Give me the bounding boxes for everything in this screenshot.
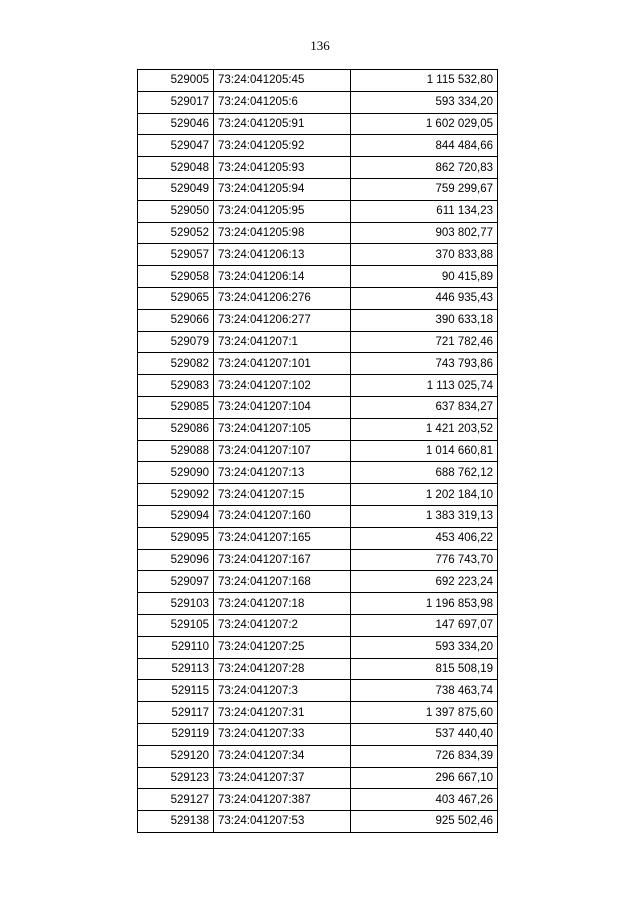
row-code-cell: 529088 [138, 440, 214, 462]
row-cadastral-number-cell: 73:24:041205:95 [214, 200, 351, 222]
row-code-cell: 529119 [138, 723, 214, 745]
row-cadastral-value-cell: 815 508,19 [351, 658, 498, 680]
page-number: 136 [310, 38, 330, 53]
row-cadastral-value-cell: 1 196 853,98 [351, 593, 498, 615]
row-code-cell: 529050 [138, 200, 214, 222]
row-code-cell: 529085 [138, 396, 214, 418]
row-cadastral-value-cell: 844 484,66 [351, 135, 498, 157]
table-row [138, 462, 498, 484]
row-code-cell: 529110 [138, 636, 214, 658]
row-cadastral-value-cell: 862 720,83 [351, 157, 498, 179]
table-row [138, 527, 498, 549]
row-cadastral-number-cell: 73:24:041207:31 [214, 702, 351, 724]
row-cadastral-value-cell: 688 762,12 [351, 462, 498, 484]
row-code-cell: 529083 [138, 375, 214, 397]
table-row [138, 157, 498, 179]
row-code-cell: 529113 [138, 658, 214, 680]
row-code-cell: 529127 [138, 789, 214, 811]
row-code-cell: 529120 [138, 745, 214, 767]
row-cadastral-number-cell: 73:24:041207:105 [214, 418, 351, 440]
row-cadastral-value-cell: 446 935,43 [351, 287, 498, 309]
table-row [138, 440, 498, 462]
table-row [138, 244, 498, 266]
row-cadastral-value-cell: 611 134,23 [351, 200, 498, 222]
row-cadastral-number-cell: 73:24:041206:14 [214, 266, 351, 288]
row-cadastral-value-cell: 390 633,18 [351, 309, 498, 331]
row-cadastral-value-cell: 1 602 029,05 [351, 113, 498, 135]
row-code-cell: 529117 [138, 702, 214, 724]
row-code-cell: 529103 [138, 593, 214, 615]
table-row [138, 353, 498, 375]
table-row [138, 723, 498, 745]
row-code-cell: 529097 [138, 571, 214, 593]
table-row [138, 614, 498, 636]
row-cadastral-value-cell: 1 014 660,81 [351, 440, 498, 462]
row-cadastral-value-cell: 1 115 532,80 [351, 70, 498, 92]
table-row [138, 484, 498, 506]
table-row [138, 571, 498, 593]
row-cadastral-number-cell: 73:24:041205:91 [214, 113, 351, 135]
row-cadastral-number-cell: 73:24:041207:1 [214, 331, 351, 353]
row-code-cell: 529090 [138, 462, 214, 484]
table-row [138, 767, 498, 789]
row-code-cell: 529094 [138, 505, 214, 527]
row-cadastral-value-cell: 903 802,77 [351, 222, 498, 244]
row-cadastral-value-cell: 90 415,89 [351, 266, 498, 288]
table-row [138, 70, 498, 92]
row-cadastral-number-cell: 73:24:041207:3 [214, 680, 351, 702]
row-cadastral-number-cell: 73:24:041207:53 [214, 811, 351, 833]
table-row [138, 593, 498, 615]
table-row [138, 200, 498, 222]
cadastral-value-table [137, 69, 498, 833]
row-code-cell: 529048 [138, 157, 214, 179]
table-row [138, 135, 498, 157]
row-cadastral-number-cell: 73:24:041207:167 [214, 549, 351, 571]
row-cadastral-number-cell: 73:24:041205:98 [214, 222, 351, 244]
row-code-cell: 529047 [138, 135, 214, 157]
row-code-cell: 529065 [138, 287, 214, 309]
row-cadastral-value-cell: 726 834,39 [351, 745, 498, 767]
row-cadastral-number-cell: 73:24:041207:160 [214, 505, 351, 527]
row-code-cell: 529115 [138, 680, 214, 702]
row-cadastral-value-cell: 537 440,40 [351, 723, 498, 745]
row-cadastral-number-cell: 73:24:041207:101 [214, 353, 351, 375]
row-code-cell: 529096 [138, 549, 214, 571]
table-row [138, 113, 498, 135]
row-code-cell: 529049 [138, 178, 214, 200]
row-code-cell: 529086 [138, 418, 214, 440]
row-cadastral-number-cell: 73:24:041207:33 [214, 723, 351, 745]
table-body [138, 70, 498, 833]
row-cadastral-value-cell: 637 834,27 [351, 396, 498, 418]
row-cadastral-number-cell: 73:24:041206:277 [214, 309, 351, 331]
row-cadastral-value-cell: 721 782,46 [351, 331, 498, 353]
table-row [138, 222, 498, 244]
table-row [138, 331, 498, 353]
table-row [138, 636, 498, 658]
row-cadastral-value-cell: 1 383 319,13 [351, 505, 498, 527]
row-cadastral-number-cell: 73:24:041207:168 [214, 571, 351, 593]
row-cadastral-number-cell: 73:24:041206:13 [214, 244, 351, 266]
table-row [138, 505, 498, 527]
table-row [138, 680, 498, 702]
row-cadastral-number-cell: 73:24:041207:34 [214, 745, 351, 767]
row-code-cell: 529052 [138, 222, 214, 244]
row-code-cell: 529066 [138, 309, 214, 331]
row-code-cell: 529046 [138, 113, 214, 135]
table-row [138, 396, 498, 418]
row-cadastral-number-cell: 73:24:041207:18 [214, 593, 351, 615]
row-cadastral-number-cell: 73:24:041207:28 [214, 658, 351, 680]
row-cadastral-number-cell: 73:24:041205:6 [214, 91, 351, 113]
table-row [138, 178, 498, 200]
row-cadastral-number-cell: 73:24:041205:93 [214, 157, 351, 179]
table-row [138, 287, 498, 309]
row-cadastral-value-cell: 593 334,20 [351, 636, 498, 658]
row-cadastral-value-cell: 296 667,10 [351, 767, 498, 789]
row-cadastral-value-cell: 593 334,20 [351, 91, 498, 113]
table-row [138, 549, 498, 571]
row-cadastral-number-cell: 73:24:041207:15 [214, 484, 351, 506]
row-cadastral-value-cell: 759 299,67 [351, 178, 498, 200]
row-cadastral-value-cell: 776 743,70 [351, 549, 498, 571]
row-code-cell: 529082 [138, 353, 214, 375]
row-code-cell: 529017 [138, 91, 214, 113]
row-cadastral-value-cell: 147 697,07 [351, 614, 498, 636]
row-code-cell: 529095 [138, 527, 214, 549]
row-cadastral-value-cell: 1 202 184,10 [351, 484, 498, 506]
row-cadastral-number-cell: 73:24:041207:387 [214, 789, 351, 811]
row-code-cell: 529123 [138, 767, 214, 789]
row-cadastral-number-cell: 73:24:041207:104 [214, 396, 351, 418]
row-cadastral-value-cell: 1 113 025,74 [351, 375, 498, 397]
table-row [138, 375, 498, 397]
table-row [138, 91, 498, 113]
table-row [138, 702, 498, 724]
row-cadastral-number-cell: 73:24:041205:45 [214, 70, 351, 92]
row-cadastral-value-cell: 1 421 203,52 [351, 418, 498, 440]
row-cadastral-value-cell: 925 502,46 [351, 811, 498, 833]
row-code-cell: 529092 [138, 484, 214, 506]
table-row [138, 789, 498, 811]
row-code-cell: 529058 [138, 266, 214, 288]
row-cadastral-number-cell: 73:24:041205:92 [214, 135, 351, 157]
row-cadastral-number-cell: 73:24:041205:94 [214, 178, 351, 200]
row-cadastral-number-cell: 73:24:041207:25 [214, 636, 351, 658]
row-cadastral-value-cell: 403 467,26 [351, 789, 498, 811]
row-cadastral-number-cell: 73:24:041207:2 [214, 614, 351, 636]
table-row [138, 309, 498, 331]
row-code-cell: 529105 [138, 614, 214, 636]
row-cadastral-value-cell: 1 397 875,60 [351, 702, 498, 724]
row-cadastral-number-cell: 73:24:041207:13 [214, 462, 351, 484]
table-row [138, 418, 498, 440]
row-cadastral-number-cell: 73:24:041207:107 [214, 440, 351, 462]
row-cadastral-number-cell: 73:24:041206:276 [214, 287, 351, 309]
table-row [138, 658, 498, 680]
row-cadastral-value-cell: 453 406,22 [351, 527, 498, 549]
row-code-cell: 529057 [138, 244, 214, 266]
row-cadastral-value-cell: 370 833,88 [351, 244, 498, 266]
row-code-cell: 529138 [138, 811, 214, 833]
table-row [138, 811, 498, 833]
row-cadastral-number-cell: 73:24:041207:37 [214, 767, 351, 789]
row-cadastral-value-cell: 743 793,86 [351, 353, 498, 375]
table-row [138, 266, 498, 288]
row-code-cell: 529079 [138, 331, 214, 353]
row-code-cell: 529005 [138, 70, 214, 92]
table-row [138, 745, 498, 767]
row-cadastral-value-cell: 738 463,74 [351, 680, 498, 702]
row-cadastral-number-cell: 73:24:041207:165 [214, 527, 351, 549]
row-cadastral-value-cell: 692 223,24 [351, 571, 498, 593]
row-cadastral-number-cell: 73:24:041207:102 [214, 375, 351, 397]
